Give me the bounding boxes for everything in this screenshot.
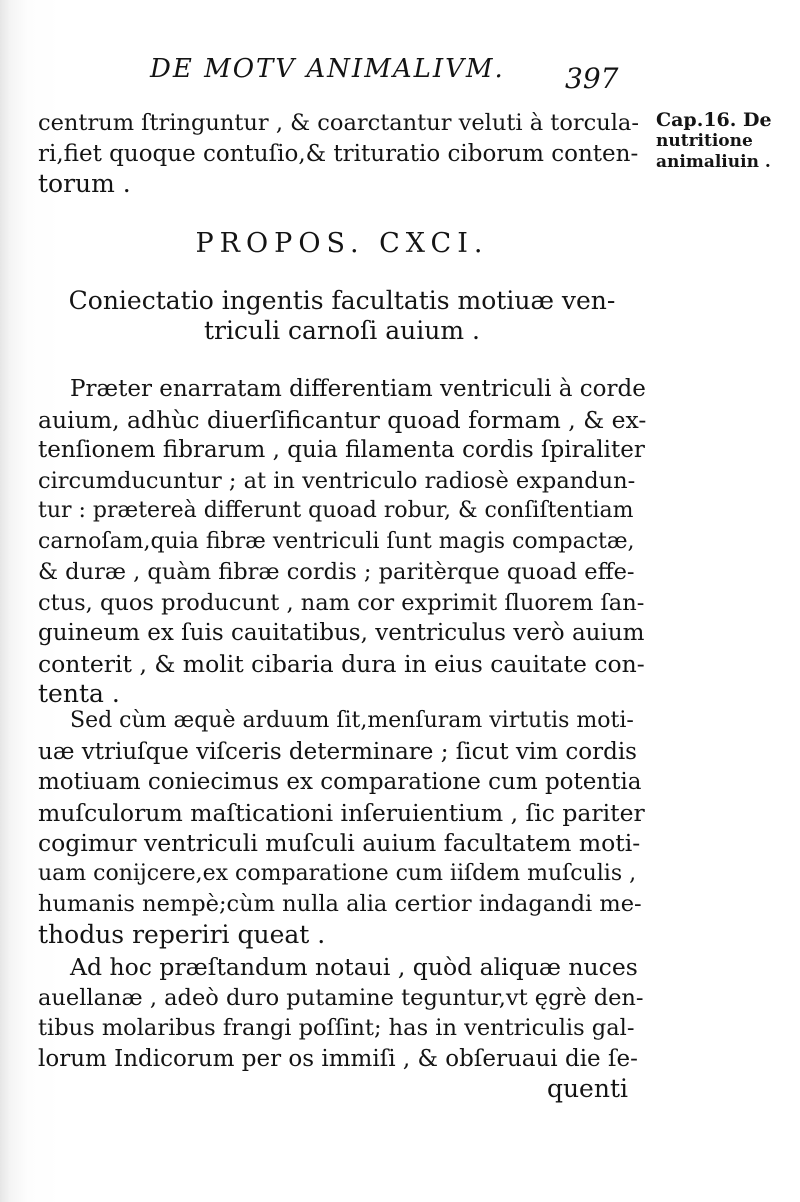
page-number: 397 xyxy=(565,62,619,95)
paragraph-3 xyxy=(38,952,646,1105)
text-line: ctus, quos producunt , nam cor exprimit ſluorem ſan- xyxy=(38,589,645,616)
proposition-heading: PROPOS. CXCI. xyxy=(195,228,489,259)
margin-note-line: animaliuin . xyxy=(656,152,771,172)
text-line: conterit , & molit cibaria dura in eius cauitate con- xyxy=(38,649,645,678)
text-line: motiuam coniecimus ex comparatione cum potentia xyxy=(38,769,642,795)
opening-text xyxy=(38,108,646,200)
proposition-title xyxy=(38,286,646,346)
text-line: & duræ , quàm fibræ cordis ; paritèrque quoad effe- xyxy=(38,559,635,585)
text-line: tibus molaribus frangi poſſint; has in ventriculis gal- xyxy=(38,1015,635,1041)
margin-note xyxy=(656,110,796,173)
margin-note-line: nutritione xyxy=(656,131,753,151)
text-line: uam conijcere,ex comparatione cum iiſdem muſculis , xyxy=(38,860,637,886)
text-line: ri,fiet quoque contuſio,& trituratio ciborum conten- xyxy=(38,140,639,167)
running-title: DE MOTV ANIMALIVM. xyxy=(150,54,505,84)
catchword: quenti xyxy=(546,1074,628,1103)
text-line: auellanæ , adeò duro putamine teguntur,vt ęgrè den- xyxy=(38,984,644,1011)
margin-note-line: Cap.16. De xyxy=(656,109,772,131)
text-line: carnoſam,quia fibræ ventriculi ſunt magis compactæ, xyxy=(38,528,635,554)
text-line: muſculorum maſticationi inſeruientium , ſic pariter xyxy=(38,798,645,827)
text-line: Sed cùm æquè arduum ſit,menſuram virtutis moti- xyxy=(70,708,634,733)
text-line: centrum ſtringuntur , & coarctantur veluti à torcula- xyxy=(38,110,639,136)
text-line: tur : prætereà differunt quoad robur, & conſiſtentiam xyxy=(38,498,634,523)
text-line: guineum ex ſuis cauitatibus, ventriculus verò auium xyxy=(38,620,645,646)
text-line: tenta . xyxy=(38,679,120,708)
paragraph-2 xyxy=(38,706,646,950)
text-line: auium, adhùc diuerſificantur quoad formam , & ex- xyxy=(38,405,647,434)
text-line: thodus reperiri queat . xyxy=(38,919,326,949)
text-line: lorum Indicorum per os immiſi , & obſeruaui die ſe- xyxy=(38,1045,638,1072)
paragraph-1 xyxy=(38,374,646,710)
text-line: uæ vtriuſque viſceris determinare ; ſicut vim cordis xyxy=(38,738,637,765)
text-line: cogimur ventriculi muſculi auium facultatem moti- xyxy=(38,829,641,857)
text-line: circumducuntur ; at in ventriculo radiosè expandun- xyxy=(38,467,636,494)
text-line: Præter enarratam differentiam ventriculi à corde xyxy=(70,376,646,402)
text-line: humanis nempè;cùm nulla alia certior indagandi me- xyxy=(38,891,642,917)
text-line: Coniectatio ingentis facultatis motiuæ ven- xyxy=(68,286,616,315)
text-line: tenſionem fibrarum , quia filamenta cordis ſpiraliter xyxy=(38,437,645,463)
text-line: triculi carnoſi auium . xyxy=(204,316,480,345)
text-line: torum . xyxy=(38,169,131,198)
text-line: Ad hoc præſtandum notaui , quòd aliquæ nuces xyxy=(70,953,638,981)
